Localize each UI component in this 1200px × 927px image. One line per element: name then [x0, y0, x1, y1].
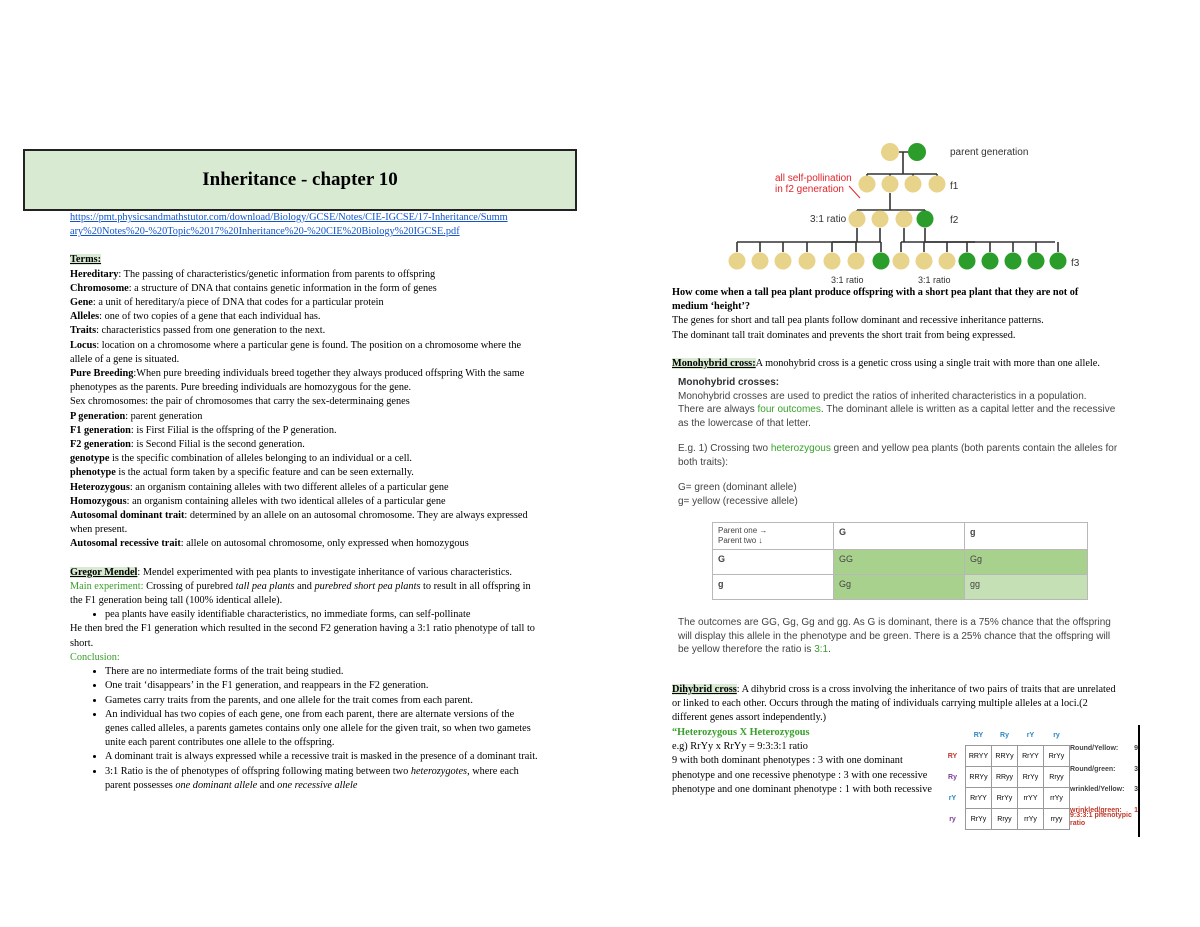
term-item: Alleles: one of two copies of a gene that each individual has.	[70, 311, 321, 323]
list-item: • 3:1 Ratio is the of phenotypes of offspring following mating between two heterozygotes, where each parent possesses one dominant allele and one recessive allele	[105, 765, 540, 793]
punnett-row-head: G	[713, 550, 834, 575]
dihybrid-cell: rrYy	[1044, 788, 1070, 809]
dihybrid-cell: RrYy	[992, 788, 1018, 809]
dihybrid-definition: Dihybrid cross: A dihybrid cross is a cross involving the inheritance of two pairs of traits that are unrelated or linked to each other. Occurs through the mating of individuals carrying multiple alleles at a loci.(2 different genes assort independently.)	[672, 684, 1116, 724]
f1-circle	[905, 176, 922, 193]
monohybrid-image-title: Monohybrid crosses:	[678, 377, 780, 388]
punnett-corner: Parent one → Parent two ↓	[713, 523, 834, 550]
term-item: Locus: location on a chromosome where a particular gene is found. The position on a chromosome where the allele of a gene is situated.	[70, 339, 522, 365]
f3-circle	[752, 253, 769, 270]
f3-circle	[799, 253, 816, 270]
f1-label: f1	[950, 181, 959, 192]
dihybrid-square-image	[940, 725, 1144, 837]
self-pollination-note: all self-pollination	[775, 173, 852, 184]
conclusion-label: Conclusion:	[70, 651, 120, 663]
term-item: Sex chromosomes: the pair of chromosomes that carry the sex-determinaing genes	[70, 396, 410, 408]
list-item: • One trait ‘disappears’ in the F1 generation, and reappears in the F2 generation.	[105, 679, 540, 693]
source-link[interactable]: https://pmt.physicsandmathstutor.com/download/Biology/GCSE/Notes/CIE-IGCSE/17-Inheritance/Summ ary%20Notes%20-%20Topic%2017%20Inheritance%20-%20CIE%20Biology%20IGCSE.pdf	[70, 212, 508, 238]
answer-text: The dominant tall trait dominates and prevents the short trait from being expressed.	[672, 329, 1016, 341]
term-item: Homozygous: an organism containing alleles with two identical alleles of a particular gene	[70, 495, 446, 507]
divider	[1138, 725, 1140, 837]
terms-list	[70, 268, 540, 552]
ratio-label: 3:1 ratio	[831, 275, 864, 285]
dihybrid-cell: rrYY	[1018, 788, 1044, 809]
term-item: F2 generation: is Second Filial is the second generation.	[70, 439, 305, 451]
dihybrid-col-head: rY	[1026, 731, 1035, 739]
dihybrid-cell: RrYY	[1018, 746, 1044, 767]
monohybrid-definition: Monohybrid cross:A monohybrid cross is a genetic cross using a single trait with more than one allele.	[672, 358, 1100, 369]
f2-circle	[849, 211, 866, 228]
left-column	[70, 211, 540, 793]
question-block	[672, 286, 1112, 343]
self-pollination-note: in f2 generation	[775, 184, 844, 195]
f3-circle	[1005, 253, 1022, 270]
dihybrid-row-head: RY	[947, 752, 958, 760]
dihybrid-col-head: ry	[1053, 731, 1060, 739]
legend-item: Round/Yellow: 9	[1070, 745, 1138, 752]
dihybrid-cell: RrYy	[1044, 746, 1070, 767]
mendel-text: : Mendel experimented with pea plants to investigate inheritance of various characteristics.	[137, 566, 512, 578]
page-title: Inheritance - chapter 10	[23, 149, 577, 211]
mendel-heading: Gregor Mendel	[70, 566, 138, 578]
term-item: Autosomal recessive trait: allele on autosomal chromosome, only expressed when homozygous	[70, 538, 469, 550]
term-item: Heterozygous: an organism containing alleles with two different alleles of a particular gene	[70, 481, 449, 493]
dihybrid-cell: RRYy	[992, 746, 1018, 767]
f3-circle	[824, 253, 841, 270]
f3-circle	[982, 253, 999, 270]
list-item: • pea plants have easily identifiable characteristics, no immediate forms, can self-pollinate	[105, 608, 540, 622]
dihybrid-row-head: ry	[949, 815, 956, 823]
f1-circle	[859, 176, 876, 193]
f3-circle	[893, 253, 910, 270]
dihybrid-row-head: rY	[948, 794, 957, 802]
f3-circle	[916, 253, 933, 270]
f3-circle	[1050, 253, 1067, 270]
parent-short-circle	[908, 143, 926, 161]
phenotype-ratio-note: 9:3:3:1 phenotypic ratio	[1070, 812, 1132, 827]
conclusion-list	[70, 665, 540, 764]
f1-circle	[882, 176, 899, 193]
answer-text: The genes for short and tall pea plants follow dominant and recessive inheritance patterns.	[672, 315, 1044, 327]
f3-circle	[939, 253, 956, 270]
f3-circle	[1028, 253, 1045, 270]
dihybrid-cell: rryy	[1044, 809, 1070, 830]
inheritance-tree-diagram	[705, 138, 1100, 288]
f3-circle	[729, 253, 746, 270]
punnett-cell: Gg	[965, 550, 1088, 575]
dihybrid-cell: rrYy	[1018, 809, 1044, 830]
monohybrid-outcome: The outcomes are GG, Gg, Gg and gg. As G is dominant, there is a 75% chance that the offspring will display this allele in the phenotype and be green. There is a 25% chance that the offspring will be yellow therefore the ratio is 3:1.	[678, 617, 1111, 655]
dihybrid-cell: RRYY	[966, 746, 992, 767]
list-item: • A dominant trait is always expressed while a recessive trait is masked in the presence of a dominant trait.	[105, 750, 540, 764]
term-item: Gene: a unit of hereditary/a piece of DNA that codes for a particular protein	[70, 297, 384, 309]
list-item: • There are no intermediate forms of the trait being studied.	[105, 665, 540, 679]
dihybrid-col-head: Ry	[1000, 731, 1009, 739]
term-item: Pure Breeding:When pure breeding individuals breed together they always produced offspring With the same phenotypes as the parents. Pure breeding individuals are homozygous for the gene.	[70, 368, 525, 394]
f2-circle	[917, 211, 934, 228]
punnett-col-head: g	[965, 523, 1088, 550]
f2-circle	[872, 211, 889, 228]
term-item: Traits: characteristics passed from one generation to the next.	[70, 325, 326, 337]
punnett-row-head: g	[713, 575, 834, 600]
dihybrid-cell: RrYy	[1018, 767, 1044, 788]
f3-circle	[873, 253, 890, 270]
list-item: • Gametes carry traits from the parents, and one allele for the trait comes from each parent.	[105, 694, 540, 708]
phenotype-legend	[1070, 739, 1138, 821]
f1-circle	[929, 176, 946, 193]
dihybrid-cell: RRyy	[992, 767, 1018, 788]
f3-circle	[775, 253, 792, 270]
list-item: • An individual has two copies of each gene, one from each parent, there are alternate versions of the genes called alleles, a parents gametes contains only one allele for the given trait, so when two gametes unite each parent contributes one allele to the offspring.	[105, 708, 540, 751]
f3-circle	[848, 253, 865, 270]
dihybrid-example: “Heterozygous X Heterozygous e.g) RrYy x RrYy = 9:3:3:1 ratio 9 with both dominant phenotypes : 3 with one dominant phenotype and one recessive phenotype : 3 with one recessive phenotype and one dominant phenotype : 1 with both recessive	[672, 727, 932, 795]
f3-label: f3	[1071, 258, 1080, 269]
term-item: P generation: parent generation	[70, 410, 203, 422]
f2-label: f2	[950, 215, 959, 226]
term-item: F1 generation: is First Filial is the offspring of the P generation.	[70, 424, 337, 436]
ratio-label: 3:1 ratio	[810, 214, 847, 225]
punnett-cell: GG	[834, 550, 965, 575]
dihybrid-cell: RRYy	[966, 767, 992, 788]
term-item: Chromosome: a structure of DNA that contains genetic information in the form of genes	[70, 282, 437, 294]
bred-text: He then bred the F1 generation which resulted in the second F2 generation having a 3:1 ratio phenotype of tall to short.	[70, 623, 535, 649]
dihybrid-row-head: Ry	[948, 773, 957, 781]
main-experiment: Main experiment: Crossing of purebred tall pea plants and purebred short pea plants to result in all offspring in the F1 generation being tall (100% identical allele).	[70, 580, 531, 607]
dihybrid-grid	[940, 725, 1070, 830]
legend-item: Round/green: 3	[1070, 765, 1138, 773]
dihybrid-cell: Rryy	[992, 809, 1018, 830]
punnett-cell: gg	[965, 575, 1088, 600]
parent-generation-label: parent generation	[950, 147, 1029, 158]
punnett-col-head: G	[834, 523, 965, 550]
ratio-label: 3:1 ratio	[918, 275, 951, 285]
f2-circle	[896, 211, 913, 228]
dihybrid-col-head: RY	[973, 731, 984, 739]
f3-circle	[959, 253, 976, 270]
legend-item: wrinkled/Yellow: 3	[1070, 786, 1138, 793]
parent-tall-circle	[881, 143, 899, 161]
punnett-square	[712, 522, 1088, 600]
term-item: Hereditary: The passing of characteristics/genetic information from parents to offspring	[70, 268, 436, 280]
question-text: How come when a tall pea plant produce offspring with a short pea plant that they are not of medium ‘height’?	[672, 287, 1079, 313]
dihybrid-cell: Rryy	[1044, 767, 1070, 788]
dihybrid-cell: RrYY	[966, 788, 992, 809]
term-item: genotype is the specific combination of alleles belonging to an individual or a cell.	[70, 453, 413, 465]
term-item: phenotype is the actual form taken by a specific feature and can be seen externally.	[70, 467, 414, 479]
terms-heading: Terms:	[70, 254, 102, 266]
punnett-cell: Gg	[834, 575, 965, 600]
term-item: Autosomal dominant trait: determined by an allele on an autosomal chromosome. They are always expressed when present.	[70, 510, 528, 536]
dihybrid-cell: RrYy	[966, 809, 992, 830]
legend-item: wrinkled/green: 1	[1070, 806, 1138, 814]
monohybrid-image: Monohybrid crosses: Monohybrid crosses are used to predict the ratios of inherited characteristics in a population. There are always four outcomes. The dominant allele is written as a capital letter and the recessive as the lowercase of that letter. E.g. 1) Crossing two heterozygous green and yellow pea plants (both parents contain the alleles for both traits): G= green (dominant allele) g= yellow (recessive allele) Parent one → Parent two ↓ G g G GG Gg g Gg gg The outcomes are GG, Gg, Gg and gg. As G is dominant, there is a 75% chance that the offspring will display this allele in the phenotype and be green. There is a 25% chance that the offspring will be yellow therefore the ratio is 3:1.	[678, 377, 1118, 655]
